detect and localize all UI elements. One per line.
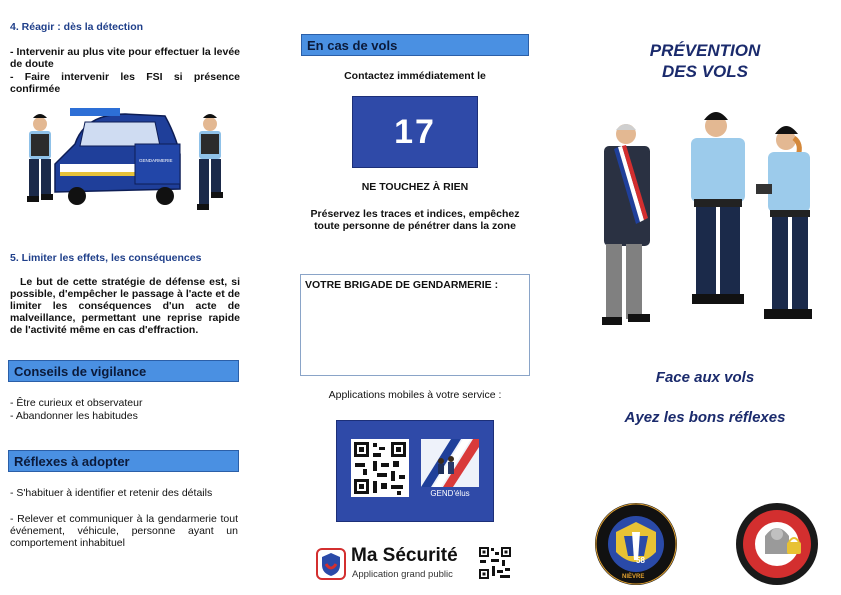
gend-elus-app-icon[interactable] xyxy=(421,439,479,487)
section4-heading: 4. Réagir : dès la détection xyxy=(10,21,144,33)
brigade-label: VOTRE BRIGADE DE GENDARMERIE : xyxy=(305,279,499,291)
section4-item-1: - Intervenir au plus vite pour effectuer la levée de doute xyxy=(10,46,240,70)
referent-surete-badge xyxy=(735,502,819,586)
gendarmerie-car-illustration xyxy=(15,104,235,229)
ayez-reflexes-text: Ayez les bons réflexes xyxy=(624,409,786,426)
preservez-text: Préservez les traces et indices, empêchez toute personne de pénétrer dans la zone xyxy=(310,208,520,232)
ma-securite-qr-icon[interactable] xyxy=(478,546,512,580)
reflexes-title: Réflexes à adopter xyxy=(14,454,130,469)
brochure-title-line2: DES VOLS xyxy=(662,62,748,81)
section4-item-2: - Faire intervenir les FSI si présence confirmée xyxy=(10,71,240,95)
ma-securite-logo-icon xyxy=(316,548,346,580)
badge-left-number: 58 xyxy=(636,556,645,565)
groupement-nievre-badge xyxy=(594,502,678,586)
vigilance-item-1: - Être curieux et observateur xyxy=(10,397,143,409)
reflexes-item-1: - S'habituer à identifier et retenir des détails xyxy=(10,487,213,499)
apps-text: Applications mobiles à votre service : xyxy=(328,389,502,401)
car-door-text: GENDARMERIE xyxy=(139,158,173,163)
section5-text: Le but de cette stratégie de défense est, si possible, d'empêcher le passage à l'acte et de limiter les conséquences d'un acte de malveillance, permettant une reprise rapide de l'activité même en cas d'effraction. xyxy=(10,276,240,336)
reflexes-item-2: - Relever et communiquer à la gendarmerie tout événement, véhicule, personne ayant un comportement inhabituel xyxy=(10,513,238,549)
section5-heading: 5. Limiter les effets, les conséquences xyxy=(10,252,202,264)
emergency-number: 17 xyxy=(394,112,436,151)
brochure-title-line1: PRÉVENTION xyxy=(649,41,761,60)
ma-securite-subtitle: Application grand public xyxy=(352,569,453,580)
apps-panel xyxy=(336,420,494,522)
reflexes-bar xyxy=(8,450,239,472)
vigilance-bar xyxy=(8,360,239,382)
vols-title: En cas de vols xyxy=(307,38,398,53)
vigilance-item-2: - Abandonner les habitudes xyxy=(10,410,138,422)
vigilance-title: Conseils de vigilance xyxy=(14,364,147,379)
qr-code-icon[interactable] xyxy=(351,439,409,497)
face-aux-vols-text: Face aux vols xyxy=(655,369,755,386)
gend-elus-label: GEND'élus xyxy=(430,489,470,498)
officers-and-mayor-illustration xyxy=(596,104,818,344)
badge-left-bottom: NIÈVRE xyxy=(622,574,645,580)
contact-text: Contactez immédiatement le xyxy=(344,70,486,82)
ma-securite-title: Ma Sécurité xyxy=(351,545,458,566)
brigade-box xyxy=(300,274,530,376)
emergency-number-box xyxy=(352,96,478,168)
vols-bar xyxy=(301,34,529,56)
ne-touchez-text: NE TOUCHEZ À RIEN xyxy=(361,181,469,193)
